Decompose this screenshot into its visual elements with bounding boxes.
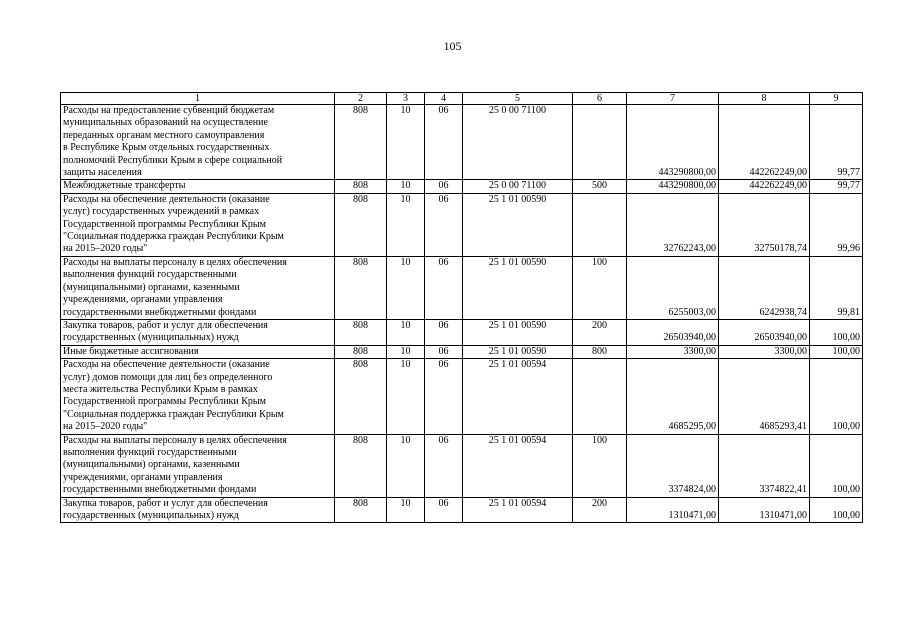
- expense-type-cell: 200: [573, 497, 627, 523]
- table-row: [61, 193, 863, 256]
- target-article-cell: 25 1 01 00590: [463, 345, 573, 358]
- subsection-code-cell: 06: [425, 345, 463, 358]
- page-number: 105: [443, 39, 462, 53]
- description-cell: Расходы на предоставление субвенций бюджетам муниципальных образований на осуществление переданных органам местного самоуправления в Республике Крым отдельных государственных полномочий Республики Крым в сфере социальной защиты населения: [61, 105, 335, 180]
- percent-cell: 99,96: [810, 193, 863, 256]
- section-code-cell: 10: [387, 105, 425, 180]
- gr-code-cell: 808: [335, 497, 387, 523]
- description-cell: Расходы на выплаты персоналу в целях обеспечения выполнения функций государственными (муниципальными) органами, казенными учреждениями, органами управления государственными внебюджетными фондами: [61, 434, 335, 497]
- percent-cell: 100,00: [810, 319, 863, 345]
- table-row: [61, 319, 863, 345]
- executed-amount-cell: 32750178,74: [719, 193, 810, 256]
- planned-amount-cell: 443290800,00: [627, 105, 719, 180]
- header-cell-col5: 5: [463, 93, 573, 105]
- gr-code-cell: 808: [335, 180, 387, 193]
- gr-code-cell: 808: [335, 345, 387, 358]
- table-row: [61, 434, 863, 497]
- section-code-cell: 10: [387, 434, 425, 497]
- subsection-code-cell: 06: [425, 497, 463, 523]
- executed-amount-cell: 3374822,41: [719, 434, 810, 497]
- target-article-cell: 25 1 01 00594: [463, 359, 573, 434]
- expense-type-cell: 100: [573, 434, 627, 497]
- expense-type-cell: 500: [573, 180, 627, 193]
- percent-cell: 100,00: [810, 434, 863, 497]
- target-article-cell: 25 1 01 00590: [463, 193, 573, 256]
- description-cell: Расходы на обеспечение деятельности (оказание услуг) домов помощи для лиц без определенного места жительства Республики Крым в рамках Государственной программы Республики Крым "Социальная поддержка граждан Республики Крым на 2015–2020 годы": [61, 359, 335, 434]
- expense-type-cell: 800: [573, 345, 627, 358]
- header-cell-col9: 9: [810, 93, 863, 105]
- table-header-row: [61, 93, 863, 105]
- percent-cell: 100,00: [810, 359, 863, 434]
- description-cell: Закупка товаров, работ и услуг для обеспечения государственных (муниципальных) нужд: [61, 319, 335, 345]
- expense-type-cell: [573, 359, 627, 434]
- planned-amount-cell: 3300,00: [627, 345, 719, 358]
- gr-code-cell: 808: [335, 359, 387, 434]
- section-code-cell: 10: [387, 359, 425, 434]
- planned-amount-cell: 3374824,00: [627, 434, 719, 497]
- header-cell-col4: 4: [425, 93, 463, 105]
- executed-amount-cell: 442262249,00: [719, 180, 810, 193]
- budget-table: [60, 92, 863, 523]
- gr-code-cell: 808: [335, 193, 387, 256]
- table-row: [61, 256, 863, 319]
- planned-amount-cell: 1310471,00: [627, 497, 719, 523]
- description-cell: Расходы на выплаты персоналу в целях обеспечения выполнения функций государственными (муниципальными) органами, казенными учреждениями, органами управления государственными внебюджетными фондами: [61, 256, 335, 319]
- description-cell: Расходы на обеспечение деятельности (оказание услуг) государственных учреждений в рамках Государственной программы Республики Крым "Социальная поддержка граждан Республики Крым на 2015–2020 годы": [61, 193, 335, 256]
- percent-cell: 99,77: [810, 180, 863, 193]
- section-code-cell: 10: [387, 345, 425, 358]
- target-article-cell: 25 1 01 00594: [463, 497, 573, 523]
- percent-cell: 99,77: [810, 105, 863, 180]
- section-code-cell: 10: [387, 180, 425, 193]
- percent-cell: 99,81: [810, 256, 863, 319]
- expense-type-cell: 200: [573, 319, 627, 345]
- target-article-cell: 25 1 01 00590: [463, 256, 573, 319]
- executed-amount-cell: 1310471,00: [719, 497, 810, 523]
- target-article-cell: 25 0 00 71100: [463, 105, 573, 180]
- section-code-cell: 10: [387, 193, 425, 256]
- section-code-cell: 10: [387, 319, 425, 345]
- header-cell-col7: 7: [627, 93, 719, 105]
- subsection-code-cell: 06: [425, 256, 463, 319]
- table-row: [61, 105, 863, 180]
- header-cell-col3: 3: [387, 93, 425, 105]
- executed-amount-cell: 442262249,00: [719, 105, 810, 180]
- target-article-cell: 25 0 00 71100: [463, 180, 573, 193]
- executed-amount-cell: 4685293,41: [719, 359, 810, 434]
- gr-code-cell: 808: [335, 256, 387, 319]
- subsection-code-cell: 06: [425, 359, 463, 434]
- header-cell-col6: 6: [573, 93, 627, 105]
- description-cell: Межбюджетные трансферты: [61, 180, 335, 193]
- expense-type-cell: 100: [573, 256, 627, 319]
- subsection-code-cell: 06: [425, 434, 463, 497]
- section-code-cell: 10: [387, 256, 425, 319]
- subsection-code-cell: 06: [425, 193, 463, 256]
- table-row: [61, 497, 863, 523]
- executed-amount-cell: 3300,00: [719, 345, 810, 358]
- executed-amount-cell: 6242938,74: [719, 256, 810, 319]
- subsection-code-cell: 06: [425, 319, 463, 345]
- table-body: [61, 93, 863, 523]
- percent-cell: 100,00: [810, 497, 863, 523]
- planned-amount-cell: 26503940,00: [627, 319, 719, 345]
- description-cell: Закупка товаров, работ и услуг для обеспечения государственных (муниципальных) нужд: [61, 497, 335, 523]
- target-article-cell: 25 1 01 00590: [463, 319, 573, 345]
- section-code-cell: 10: [387, 497, 425, 523]
- percent-cell: 100,00: [810, 345, 863, 358]
- subsection-code-cell: 06: [425, 105, 463, 180]
- table-row: [61, 180, 863, 193]
- planned-amount-cell: 443290800,00: [627, 180, 719, 193]
- table-row: [61, 345, 863, 358]
- planned-amount-cell: 32762243,00: [627, 193, 719, 256]
- gr-code-cell: 808: [335, 434, 387, 497]
- subsection-code-cell: 06: [425, 180, 463, 193]
- header-cell-col1: 1: [61, 93, 335, 105]
- gr-code-cell: 808: [335, 319, 387, 345]
- table-row: [61, 359, 863, 434]
- description-cell: Иные бюджетные ассигнования: [61, 345, 335, 358]
- planned-amount-cell: 6255003,00: [627, 256, 719, 319]
- executed-amount-cell: 26503940,00: [719, 319, 810, 345]
- expense-type-cell: [573, 193, 627, 256]
- target-article-cell: 25 1 01 00594: [463, 434, 573, 497]
- planned-amount-cell: 4685295,00: [627, 359, 719, 434]
- header-cell-col8: 8: [719, 93, 810, 105]
- header-cell-col2: 2: [335, 93, 387, 105]
- gr-code-cell: 808: [335, 105, 387, 180]
- expense-type-cell: [573, 105, 627, 180]
